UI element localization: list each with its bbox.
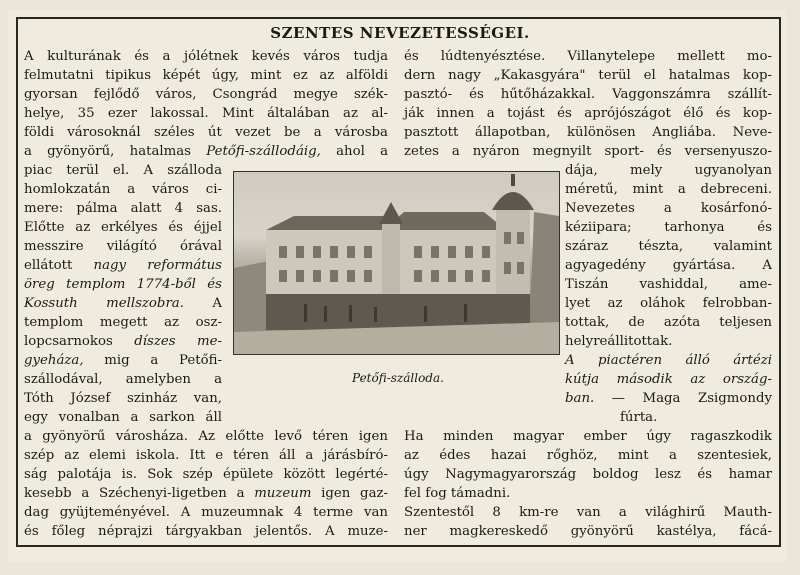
text-line: Tóth József szinház van, bbox=[24, 391, 222, 406]
text-line: A piactéren álló ártézi bbox=[565, 353, 772, 368]
text-line: kútja második az ország- bbox=[565, 372, 772, 387]
text-line: lopcsarnokos díszes me- bbox=[24, 334, 222, 349]
text-line: lyet az oláhok felrobban- bbox=[565, 296, 772, 311]
text-line: Szentestől 8 km-re van a világhirű Mauth- bbox=[404, 505, 772, 520]
text-line: a gyönyörű városháza. Az előtte levő téren igen bbox=[24, 429, 388, 444]
text-line: helyreállitottak. bbox=[565, 334, 673, 349]
text-line: dag gyüjteményével. A muzeumnak 4 terme van bbox=[24, 505, 388, 520]
text-line: mere: pálma alatt 4 sas. bbox=[24, 201, 222, 216]
text-line: Ha minden magyar ember úgy ragaszkodik bbox=[404, 429, 772, 444]
text-line: az édes hazai rőghöz, mint a szentesiek, bbox=[404, 448, 772, 463]
text-line: ban. — Maga Zsigmondy bbox=[565, 391, 772, 406]
text-line: tottak, de azóta teljesen bbox=[565, 315, 772, 330]
text-line: homlokzatán a város ci- bbox=[24, 182, 222, 197]
text-line: méretű, mint a debreceni. bbox=[565, 182, 772, 197]
text-line: és főleg néprajzi tárgyakban jelentős. A muze- bbox=[24, 524, 388, 539]
text-line: ner magkereskedő gyönyörű kastélya, fácá- bbox=[404, 524, 772, 539]
text-line: dern nagy „Kakasgyára" terül el hatalmas kop- bbox=[404, 68, 772, 83]
page-title: SZENTES NEVEZETESSÉGEI. bbox=[270, 24, 530, 42]
text-line: kéziipara; tarhonya és bbox=[565, 220, 772, 235]
photo-caption: Petőfi-szálloda. bbox=[352, 371, 444, 385]
text-line: szállodával, amelyben a bbox=[24, 372, 222, 387]
text-line: piac terül el. A szálloda bbox=[24, 163, 222, 178]
hotel-photo bbox=[233, 171, 560, 355]
text-line: Tiszán vashiddal, ame- bbox=[565, 277, 772, 292]
text-line: ellátott nagy református bbox=[24, 258, 222, 273]
text-line: úgy Nagymagyarország boldog lesz és hamar bbox=[404, 467, 772, 482]
text-line: földi városoknál széles út vezet be a városba bbox=[24, 125, 388, 140]
text-line: szép az elemi iskola. Itt e téren áll a járásbíró- bbox=[24, 448, 388, 463]
text-line: a gyönyörű, hatalmas Petőfi-szállodáig, ahol a bbox=[24, 144, 388, 159]
text-line: dája, mely ugyanolyan bbox=[565, 163, 772, 178]
text-line: gyorsan fejlődő város, Csongrád megye szék- bbox=[24, 87, 388, 102]
text-line: fúrta. bbox=[620, 410, 658, 425]
text-line: A kulturának és a jólétnek kevés város tudja bbox=[24, 49, 388, 64]
text-line: agyagedény gyártása. A bbox=[565, 258, 772, 273]
text-line: pasztott állapotban, különösen Angliába. Neve- bbox=[404, 125, 772, 140]
text-line: gyeháza, mig a Petőfi- bbox=[24, 353, 222, 368]
hotel-illustration bbox=[234, 172, 559, 354]
text-line: Kossuth mellszobra. A bbox=[24, 296, 222, 311]
text-line: öreg templom 1774-ből és bbox=[24, 277, 222, 292]
text-line: ják innen a tojást és aprójószágot élő és kop- bbox=[404, 106, 772, 121]
text-line: száraz tészta, valamint bbox=[565, 239, 772, 254]
text-line: pasztó- és hűtőházakkal. Vaggonszámra szállít- bbox=[404, 87, 772, 102]
text-line: felmutatni tipikus képét úgy, mint ez az alföldi bbox=[24, 68, 388, 83]
text-line: kesebb a Széchenyi-ligetben a muzeum igen gaz- bbox=[24, 486, 388, 501]
text-line: Előtte az erkélyes és éjjel bbox=[24, 220, 222, 235]
text-line: messzire világító órával bbox=[24, 239, 222, 254]
text-line: és lúdtenyésztése. Villanytelepe mellett mo- bbox=[404, 49, 772, 64]
text-line: egy vonalban a sarkon áll bbox=[24, 410, 222, 425]
text-line: zetes a nyáron megnyilt sport- és versenyuszo- bbox=[404, 144, 772, 159]
text-line: ság palotája is. Sok szép épülete között legérté- bbox=[24, 467, 388, 482]
text-line: fel fog támadni. bbox=[404, 486, 511, 501]
text-line: helye, 35 ezer lakossal. Mint általában az al- bbox=[24, 106, 388, 121]
text-line: Nevezetes a kosárfonó- bbox=[565, 201, 772, 216]
text-line: templom megett az osz- bbox=[24, 315, 222, 330]
